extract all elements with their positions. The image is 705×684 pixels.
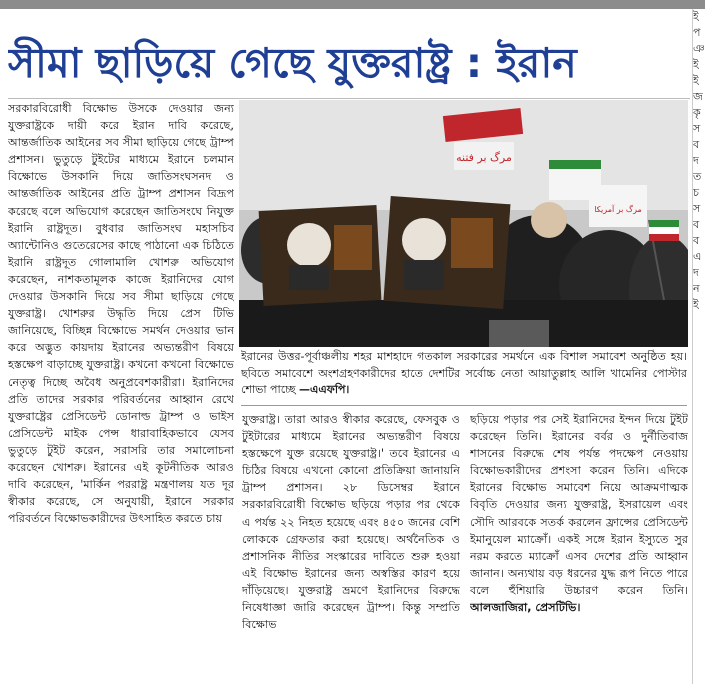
rally-photo-illustration (239, 100, 688, 347)
caption-rule (241, 405, 687, 406)
column-2-text: যুক্তরাষ্ট্র। তারা আরও স্বীকার করেছে, ফেসবুক ও টুইটারের মাধ্যমে ইরানের অভ্যন্তরীণ বিষয়ে হস্তক্ষেপে যুক্ত রয়েছে যুক্তরাষ্ট্র।' তবে ইরানের এ চিঠির বিষয়ে এখনো কোনো প্রতিক্রিয়া জানায়নি ট্রাম্প প্রশাসন। ২৮ ডিসেম্বর ইরানে সরকারবিরোধী বিক্ষোভ ছড়িয়ে পড়ার পর থেকে এ পর্যন্ত ২২ নিহত হয়েছে এবং ৪৫০ জনের বেশি লোককে গ্রেফতার করা হয়েছে। অর্থনৈতিক ও প্রশাসনিক নীতির সংস্কারের দাবিতে শুরু হওয়া এই বিক্ষোভ ইরানের জন্য অস্বস্তির কারণ হয়ে দাঁড়িয়েছে। যুক্তরাষ্ট্র ভ্রমণে ইরানিদের বিরুদ্ধে নিষেধাজ্ঞা জারি করেছেন ট্রাম্প। কিন্তু সম্প্রতি বিক্ষোভ (242, 413, 460, 632)
edge-text: ই প ঞ ই ই জ কৃ স ব দ ত চ স ব ব এ দ ন ই (693, 10, 705, 311)
article-column-3 (470, 411, 688, 684)
top-border (0, 0, 705, 9)
photo-caption (241, 349, 687, 403)
article-column-2 (242, 411, 460, 684)
protest-sign-3 (589, 185, 647, 227)
article-credit: আলজাজিরা, প্রেসটিভি। (470, 601, 581, 615)
poster-left (259, 205, 382, 306)
caption-text: ইরানের উত্তর-পূর্বাঞ্চলীয় শহর মাশহাদে গতকাল সরকারের সমর্থনে এক বিশাল সমাবেশ অনুষ্ঠিত হয়। ছবিতে সমাবেশে অংশগ্রহণকারীদের হাতে দেশটির সর্বোচ্চ নেতা আয়াতুল্লাহ আলি খামেনির পোস্টার শোভা পাচ্ছে (241, 350, 687, 396)
poster-center (383, 196, 510, 309)
caption-credit: —এএফপি। (299, 383, 350, 396)
headline: সীমা ছাড়িয়ে গেছে যুক্তরাষ্ট্র : ইরান (8, 39, 577, 87)
headline-rule (8, 98, 690, 99)
sign-text-1: مرگ بر فتنه (456, 151, 512, 164)
news-photo (239, 100, 688, 347)
article-column-1 (8, 100, 234, 684)
sign-text-2: مرگ بر آمریکا (594, 205, 642, 214)
adjacent-article-edge (692, 9, 705, 684)
column-3-text: ছড়িয়ে পড়ার পর সেই ইরানিদের ইন্দন দিয়ে টুইট করেছেন তিনি। ইরানের বর্বর ও দুর্নীতিবাজ শাসনের বিরুদ্ধে শেষ পর্যন্ত পদক্ষেপ নেওয়ায় বিক্ষোভকারীদের প্রশংসা করেন তিনি। এদিকে ইরানের বিক্ষোভ সমাবেশ নিয়ে আক্রমণাত্মক বিবৃতি দেওয়ার জন্য যুক্তরাষ্ট্র, ইসরায়েল এবং সৌদি আরবকে সতর্ক করলেন ফ্রান্সের প্রেসিডেন্ট ইমানুয়েল ম্যাক্রোঁ। একই সঙ্গে ইরান ইস্যুতে সুর নরম করতে ম্যাক্রোঁ এসব দেশের প্রতি আহ্বান জানান। অন্যথায় বড় ধরনের যুদ্ধ রূপ নিতে পারে বলে হুঁশিয়ারি উচ্চারণ করেন তিনি। (470, 413, 688, 597)
column-1-text: সরকারবিরোধী বিক্ষোভ উসকে দেওয়ার জন্য যুক্তরাষ্ট্রকে দায়ী করে ইরান দাবি করেছে, আন্তর্জাতিক আইনের সব সীমা ছাড়িয়ে গেছে ট্রাম্প প্রশাসন। ভুতুড়ে টুইটের মাধ্যমে ইরানে চলমান বিক্ষোভে উসকানি দিয়ে জাতিসংঘসনদ ও আন্তর্জাতিক আইনের প্রতি ট্রাম্প প্রশাসন বিদ্রূপ করেছে বলে অভিযোগ করেছেন জাতিসংঘে নিযুক্ত ইরানি রাষ্ট্রদূত। বুধবার জাতিসংঘ মহাসচিব অ্যান্টোনিও গুতেরেসের কাছে পাঠানো এক চিঠিতে ইরানি রাষ্ট্রদূত গোলামালি খোশরু অভিযোগ করেছেন, নাশকতামূলক কাজে ইরানিদের যোগ দেওয়ার উসকানি দিয়ে সব সীমা ছাড়িয়ে গেছে যুক্তরাষ্ট্র। খোশরুর উদ্ধৃতি দিয়ে প্রেস টিভি জানিয়েছে, বিচ্ছিন্ন বিক্ষোভে সমর্থন দেওয়ার ভান করে অদ্ভুত কায়দায় ইরানের অভ্যন্তরীণ বিষয়ে হস্তক্ষেপ বাড়াচ্ছে যুক্তরাষ্ট্র। কখনো কখনো বিক্ষোভে নেতৃত্ব দিচ্ছে অবৈধ অনুপ্রবেশকারীরা। ইরানিদের প্রতি তাদের সরকার পরিবর্তনের আহ্বান রেখে যুক্তরাষ্ট্রের প্রেসিডেন্ট ডোনাল্ড ট্রাম্প ও ভাইস প্রেসিডেন্ট মাইক পেন্স ধারাবাহিকভাবে যেসব ভুতুড়ে টুইট করেন, সরাসরি তার সমালোচনা করেছেন খোশরু। ইরানের এই কূটনীতিক আরও দাবি করেছেন, 'মার্কিন পররাষ্ট্র মন্ত্রণালয় যত দূর স্বীকার করেছে, সে অনুযায়ী, ইরানে সরকার পরিবর্তনে বিক্ষোভকারীদের উৎসাহিত করতে চায় (8, 102, 234, 526)
